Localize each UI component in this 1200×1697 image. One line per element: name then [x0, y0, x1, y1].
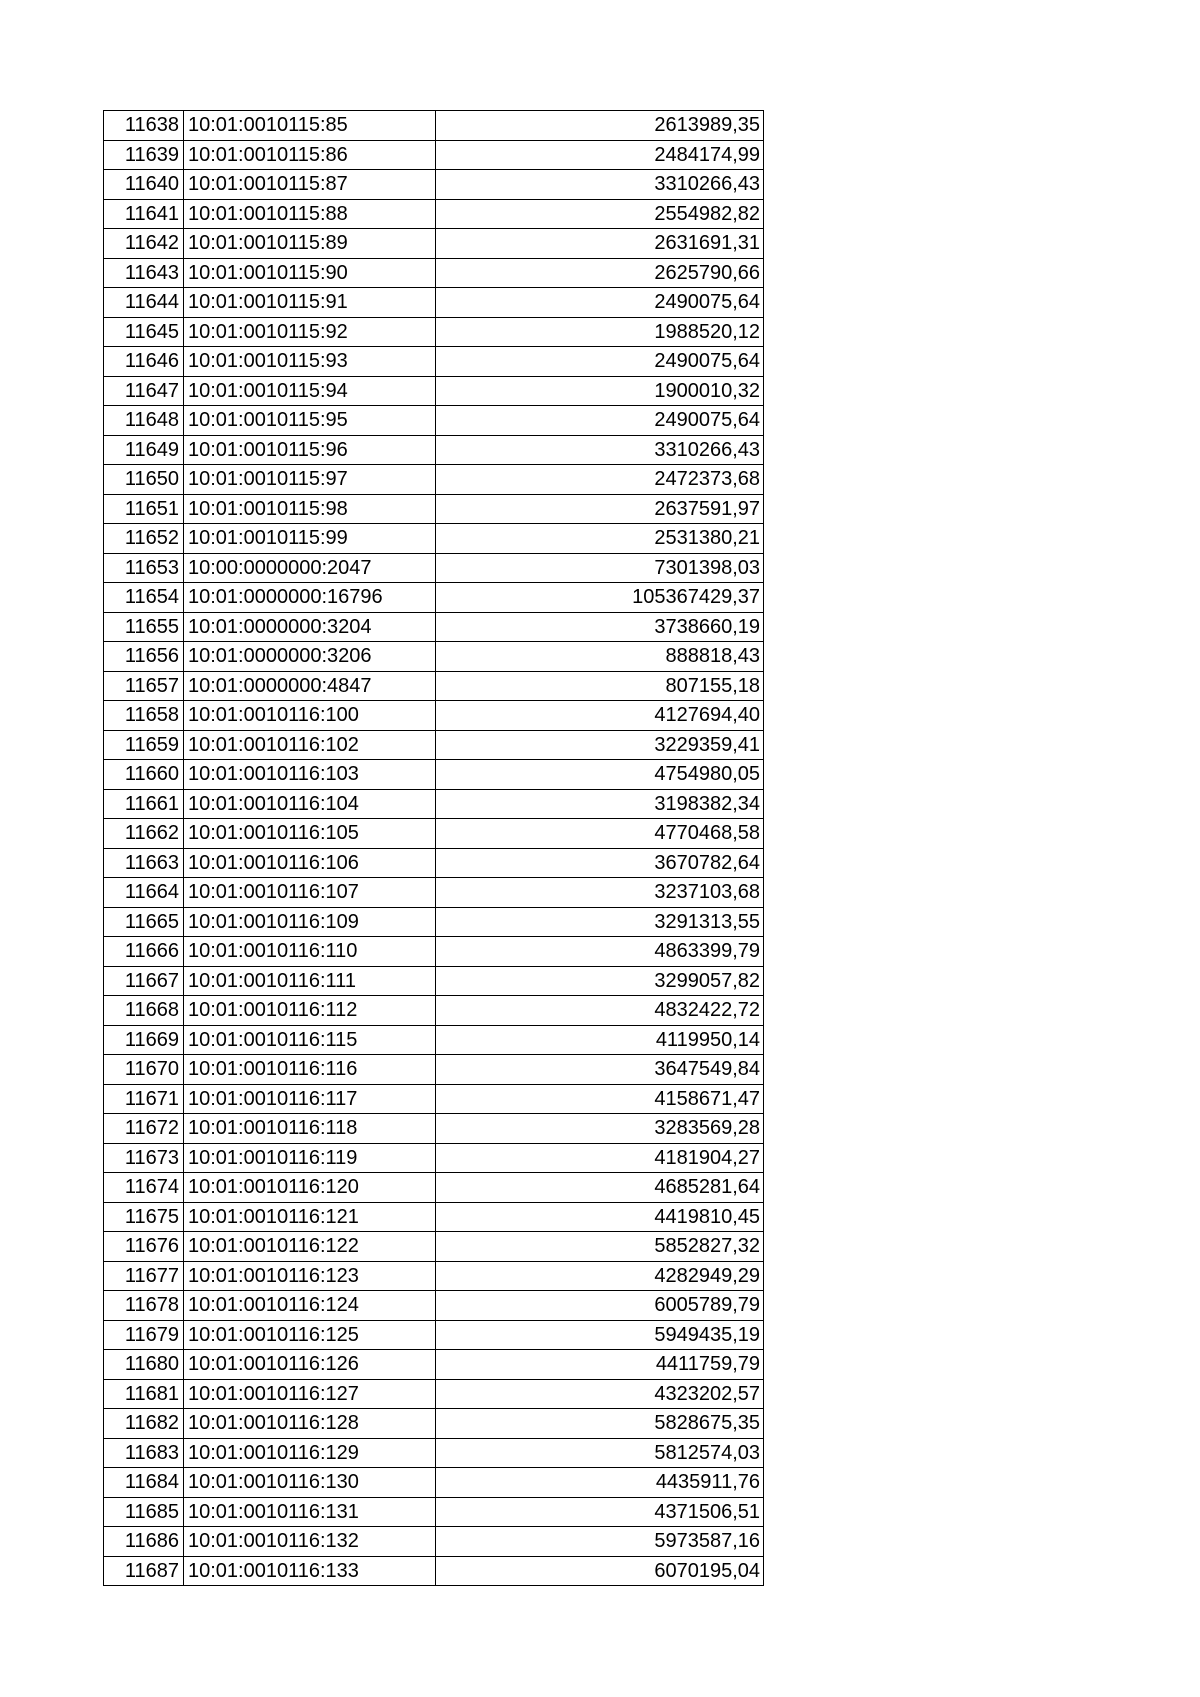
- cadastral-number-cell: 10:01:0010116:116: [184, 1055, 436, 1085]
- table-row: [104, 937, 764, 967]
- row-number-cell: 11643: [104, 259, 184, 289]
- cadastral-number-cell: 10:01:0010115:93: [184, 347, 436, 377]
- table-row: [104, 1350, 764, 1380]
- value-cell: 6070195,04: [436, 1557, 764, 1587]
- cadastral-number-cell: 10:01:0010116:112: [184, 996, 436, 1026]
- value-cell: 2490075,64: [436, 288, 764, 318]
- value-cell: 3647549,84: [436, 1055, 764, 1085]
- value-cell: 4419810,45: [436, 1203, 764, 1233]
- cadastral-number-cell: 10:01:0010116:102: [184, 731, 436, 761]
- cadastral-number-cell: 10:01:0010116:100: [184, 701, 436, 731]
- row-number-cell: 11682: [104, 1409, 184, 1439]
- cadastral-number-cell: 10:01:0010116:103: [184, 760, 436, 790]
- value-cell: 3310266,43: [436, 436, 764, 466]
- cadastral-number-cell: 10:01:0010115:95: [184, 406, 436, 436]
- row-number-cell: 11650: [104, 465, 184, 495]
- cadastral-number-cell: 10:01:0010115:89: [184, 229, 436, 259]
- value-cell: 4435911,76: [436, 1468, 764, 1498]
- row-number-cell: 11684: [104, 1468, 184, 1498]
- cadastral-number-cell: 10:01:0010116:130: [184, 1468, 436, 1498]
- row-number-cell: 11664: [104, 878, 184, 908]
- value-cell: 4411759,79: [436, 1350, 764, 1380]
- cadastral-number-cell: 10:01:0010116:131: [184, 1498, 436, 1528]
- table-row: [104, 141, 764, 171]
- table-row: [104, 200, 764, 230]
- table-row: [104, 1173, 764, 1203]
- cadastral-number-cell: 10:01:0010116:110: [184, 937, 436, 967]
- table-row: [104, 406, 764, 436]
- table-row: [104, 318, 764, 348]
- table-row: [104, 1498, 764, 1528]
- cadastral-number-cell: 10:01:0010116:121: [184, 1203, 436, 1233]
- value-cell: 2484174,99: [436, 141, 764, 171]
- value-cell: 4685281,64: [436, 1173, 764, 1203]
- value-cell: 3299057,82: [436, 967, 764, 997]
- cadastral-number-cell: 10:01:0010115:88: [184, 200, 436, 230]
- table-row: [104, 288, 764, 318]
- row-number-cell: 11657: [104, 672, 184, 702]
- value-cell: 3738660,19: [436, 613, 764, 643]
- value-cell: 5828675,35: [436, 1409, 764, 1439]
- cadastral-number-cell: 10:01:0010116:111: [184, 967, 436, 997]
- table-row: [104, 1055, 764, 1085]
- table-row: [104, 1144, 764, 1174]
- cadastral-number-cell: 10:01:0010116:125: [184, 1321, 436, 1351]
- row-number-cell: 11670: [104, 1055, 184, 1085]
- value-cell: 2625790,66: [436, 259, 764, 289]
- cadastral-number-cell: 10:01:0010116:127: [184, 1380, 436, 1410]
- value-cell: 2472373,68: [436, 465, 764, 495]
- cadastral-number-cell: 10:01:0010116:123: [184, 1262, 436, 1292]
- value-cell: 3283569,28: [436, 1114, 764, 1144]
- row-number-cell: 11666: [104, 937, 184, 967]
- table-row: [104, 1321, 764, 1351]
- row-number-cell: 11681: [104, 1380, 184, 1410]
- cadastral-number-cell: 10:01:0010116:129: [184, 1439, 436, 1469]
- value-cell: 3291313,55: [436, 908, 764, 938]
- cadastral-number-cell: 10:01:0010115:96: [184, 436, 436, 466]
- value-cell: 4863399,79: [436, 937, 764, 967]
- cadastral-number-cell: 10:01:0010115:85: [184, 111, 436, 141]
- cadastral-number-cell: 10:01:0010116:124: [184, 1291, 436, 1321]
- table-row: [104, 908, 764, 938]
- table-row: [104, 613, 764, 643]
- value-cell: 807155,18: [436, 672, 764, 702]
- cadastral-number-cell: 10:01:0010115:86: [184, 141, 436, 171]
- table-row: [104, 1557, 764, 1587]
- cadastral-number-cell: 10:01:0010115:99: [184, 524, 436, 554]
- row-number-cell: 11658: [104, 701, 184, 731]
- cadastral-number-cell: 10:01:0010115:98: [184, 495, 436, 525]
- table-row: [104, 790, 764, 820]
- row-number-cell: 11646: [104, 347, 184, 377]
- row-number-cell: 11680: [104, 1350, 184, 1380]
- cadastral-number-cell: 10:01:0010116:107: [184, 878, 436, 908]
- cadastral-number-cell: 10:01:0000000:3206: [184, 642, 436, 672]
- table-row: [104, 1291, 764, 1321]
- table-row: [104, 554, 764, 584]
- table-row: [104, 1380, 764, 1410]
- value-cell: 2631691,31: [436, 229, 764, 259]
- table-row: [104, 495, 764, 525]
- row-number-cell: 11674: [104, 1173, 184, 1203]
- cadastral-number-cell: 10:01:0010116:118: [184, 1114, 436, 1144]
- value-cell: 1900010,32: [436, 377, 764, 407]
- cadastral-number-cell: 10:00:0000000:2047: [184, 554, 436, 584]
- table-row: [104, 111, 764, 141]
- row-number-cell: 11663: [104, 849, 184, 879]
- cadastral-number-cell: 10:01:0010116:117: [184, 1085, 436, 1115]
- table-row: [104, 1026, 764, 1056]
- row-number-cell: 11651: [104, 495, 184, 525]
- table-row: [104, 1085, 764, 1115]
- row-number-cell: 11647: [104, 377, 184, 407]
- row-number-cell: 11677: [104, 1262, 184, 1292]
- cadastral-number-cell: 10:01:0010115:90: [184, 259, 436, 289]
- table-row: [104, 377, 764, 407]
- cadastral-number-cell: 10:01:0010116:133: [184, 1557, 436, 1587]
- row-number-cell: 11655: [104, 613, 184, 643]
- cadastral-number-cell: 10:01:0010115:94: [184, 377, 436, 407]
- table-row: [104, 436, 764, 466]
- cadastral-number-cell: 10:01:0010116:119: [184, 1144, 436, 1174]
- value-cell: 1988520,12: [436, 318, 764, 348]
- row-number-cell: 11678: [104, 1291, 184, 1321]
- table-row: [104, 731, 764, 761]
- value-cell: 105367429,37: [436, 583, 764, 613]
- table-row: [104, 583, 764, 613]
- table-row: [104, 229, 764, 259]
- row-number-cell: 11683: [104, 1439, 184, 1469]
- data-table: [103, 110, 764, 1586]
- row-number-cell: 11654: [104, 583, 184, 613]
- row-number-cell: 11671: [104, 1085, 184, 1115]
- value-cell: 3670782,64: [436, 849, 764, 879]
- table-row: [104, 1262, 764, 1292]
- cadastral-number-cell: 10:01:0010116:132: [184, 1527, 436, 1557]
- row-number-cell: 11656: [104, 642, 184, 672]
- cadastral-number-cell: 10:01:0010116:120: [184, 1173, 436, 1203]
- value-cell: 2637591,97: [436, 495, 764, 525]
- row-number-cell: 11661: [104, 790, 184, 820]
- row-number-cell: 11679: [104, 1321, 184, 1351]
- value-cell: 4282949,29: [436, 1262, 764, 1292]
- table-row: [104, 1527, 764, 1557]
- cadastral-number-cell: 10:01:0000000:4847: [184, 672, 436, 702]
- row-number-cell: 11687: [104, 1557, 184, 1587]
- value-cell: 7301398,03: [436, 554, 764, 584]
- cadastral-number-cell: 10:01:0010116:104: [184, 790, 436, 820]
- cadastral-number-cell: 10:01:0000000:3204: [184, 613, 436, 643]
- row-number-cell: 11667: [104, 967, 184, 997]
- row-number-cell: 11686: [104, 1527, 184, 1557]
- value-cell: 5973587,16: [436, 1527, 764, 1557]
- value-cell: 5852827,32: [436, 1232, 764, 1262]
- table-row: [104, 672, 764, 702]
- table-row: [104, 642, 764, 672]
- table-row: [104, 967, 764, 997]
- row-number-cell: 11660: [104, 760, 184, 790]
- row-number-cell: 11652: [104, 524, 184, 554]
- value-cell: 4181904,27: [436, 1144, 764, 1174]
- value-cell: 4158671,47: [436, 1085, 764, 1115]
- value-cell: 3198382,34: [436, 790, 764, 820]
- value-cell: 4770468,58: [436, 819, 764, 849]
- value-cell: 3229359,41: [436, 731, 764, 761]
- table-row: [104, 701, 764, 731]
- cadastral-number-cell: 10:01:0010116:106: [184, 849, 436, 879]
- row-number-cell: 11685: [104, 1498, 184, 1528]
- cadastral-number-cell: 10:01:0010116:122: [184, 1232, 436, 1262]
- row-number-cell: 11653: [104, 554, 184, 584]
- row-number-cell: 11675: [104, 1203, 184, 1233]
- value-cell: 2531380,21: [436, 524, 764, 554]
- table-row: [104, 849, 764, 879]
- row-number-cell: 11641: [104, 200, 184, 230]
- row-number-cell: 11645: [104, 318, 184, 348]
- table-row: [104, 760, 764, 790]
- table-row: [104, 878, 764, 908]
- table-row: [104, 170, 764, 200]
- table-row: [104, 1114, 764, 1144]
- value-cell: 4323202,57: [436, 1380, 764, 1410]
- cadastral-number-cell: 10:01:0010115:87: [184, 170, 436, 200]
- row-number-cell: 11648: [104, 406, 184, 436]
- table-row: [104, 465, 764, 495]
- value-cell: 4371506,51: [436, 1498, 764, 1528]
- table-row: [104, 1409, 764, 1439]
- row-number-cell: 11669: [104, 1026, 184, 1056]
- value-cell: 2490075,64: [436, 347, 764, 377]
- row-number-cell: 11662: [104, 819, 184, 849]
- value-cell: 3237103,68: [436, 878, 764, 908]
- value-cell: 3310266,43: [436, 170, 764, 200]
- table-row: [104, 996, 764, 1026]
- row-number-cell: 11673: [104, 1144, 184, 1174]
- value-cell: 5812574,03: [436, 1439, 764, 1469]
- row-number-cell: 11672: [104, 1114, 184, 1144]
- value-cell: 2613989,35: [436, 111, 764, 141]
- table-row: [104, 1203, 764, 1233]
- cadastral-number-cell: 10:01:0010116:126: [184, 1350, 436, 1380]
- row-number-cell: 11659: [104, 731, 184, 761]
- row-number-cell: 11668: [104, 996, 184, 1026]
- value-cell: 6005789,79: [436, 1291, 764, 1321]
- row-number-cell: 11649: [104, 436, 184, 466]
- cadastral-number-cell: 10:01:0010115:92: [184, 318, 436, 348]
- cadastral-number-cell: 10:01:0010116:115: [184, 1026, 436, 1056]
- value-cell: 4119950,14: [436, 1026, 764, 1056]
- table-row: [104, 347, 764, 377]
- table-row: [104, 524, 764, 554]
- table-row: [104, 1439, 764, 1469]
- row-number-cell: 11638: [104, 111, 184, 141]
- row-number-cell: 11644: [104, 288, 184, 318]
- table-row: [104, 1232, 764, 1262]
- table-row: [104, 1468, 764, 1498]
- value-cell: 5949435,19: [436, 1321, 764, 1351]
- value-cell: 4127694,40: [436, 701, 764, 731]
- value-cell: 4754980,05: [436, 760, 764, 790]
- table-row: [104, 819, 764, 849]
- row-number-cell: 11676: [104, 1232, 184, 1262]
- value-cell: 888818,43: [436, 642, 764, 672]
- cadastral-number-cell: 10:01:0010116:105: [184, 819, 436, 849]
- table-row: [104, 259, 764, 289]
- cadastral-number-cell: 10:01:0000000:16796: [184, 583, 436, 613]
- value-cell: 2554982,82: [436, 200, 764, 230]
- cadastral-number-cell: 10:01:0010115:97: [184, 465, 436, 495]
- value-cell: 4832422,72: [436, 996, 764, 1026]
- cadastral-number-cell: 10:01:0010116:128: [184, 1409, 436, 1439]
- row-number-cell: 11642: [104, 229, 184, 259]
- value-cell: 2490075,64: [436, 406, 764, 436]
- row-number-cell: 11665: [104, 908, 184, 938]
- row-number-cell: 11639: [104, 141, 184, 171]
- row-number-cell: 11640: [104, 170, 184, 200]
- cadastral-number-cell: 10:01:0010116:109: [184, 908, 436, 938]
- cadastral-number-cell: 10:01:0010115:91: [184, 288, 436, 318]
